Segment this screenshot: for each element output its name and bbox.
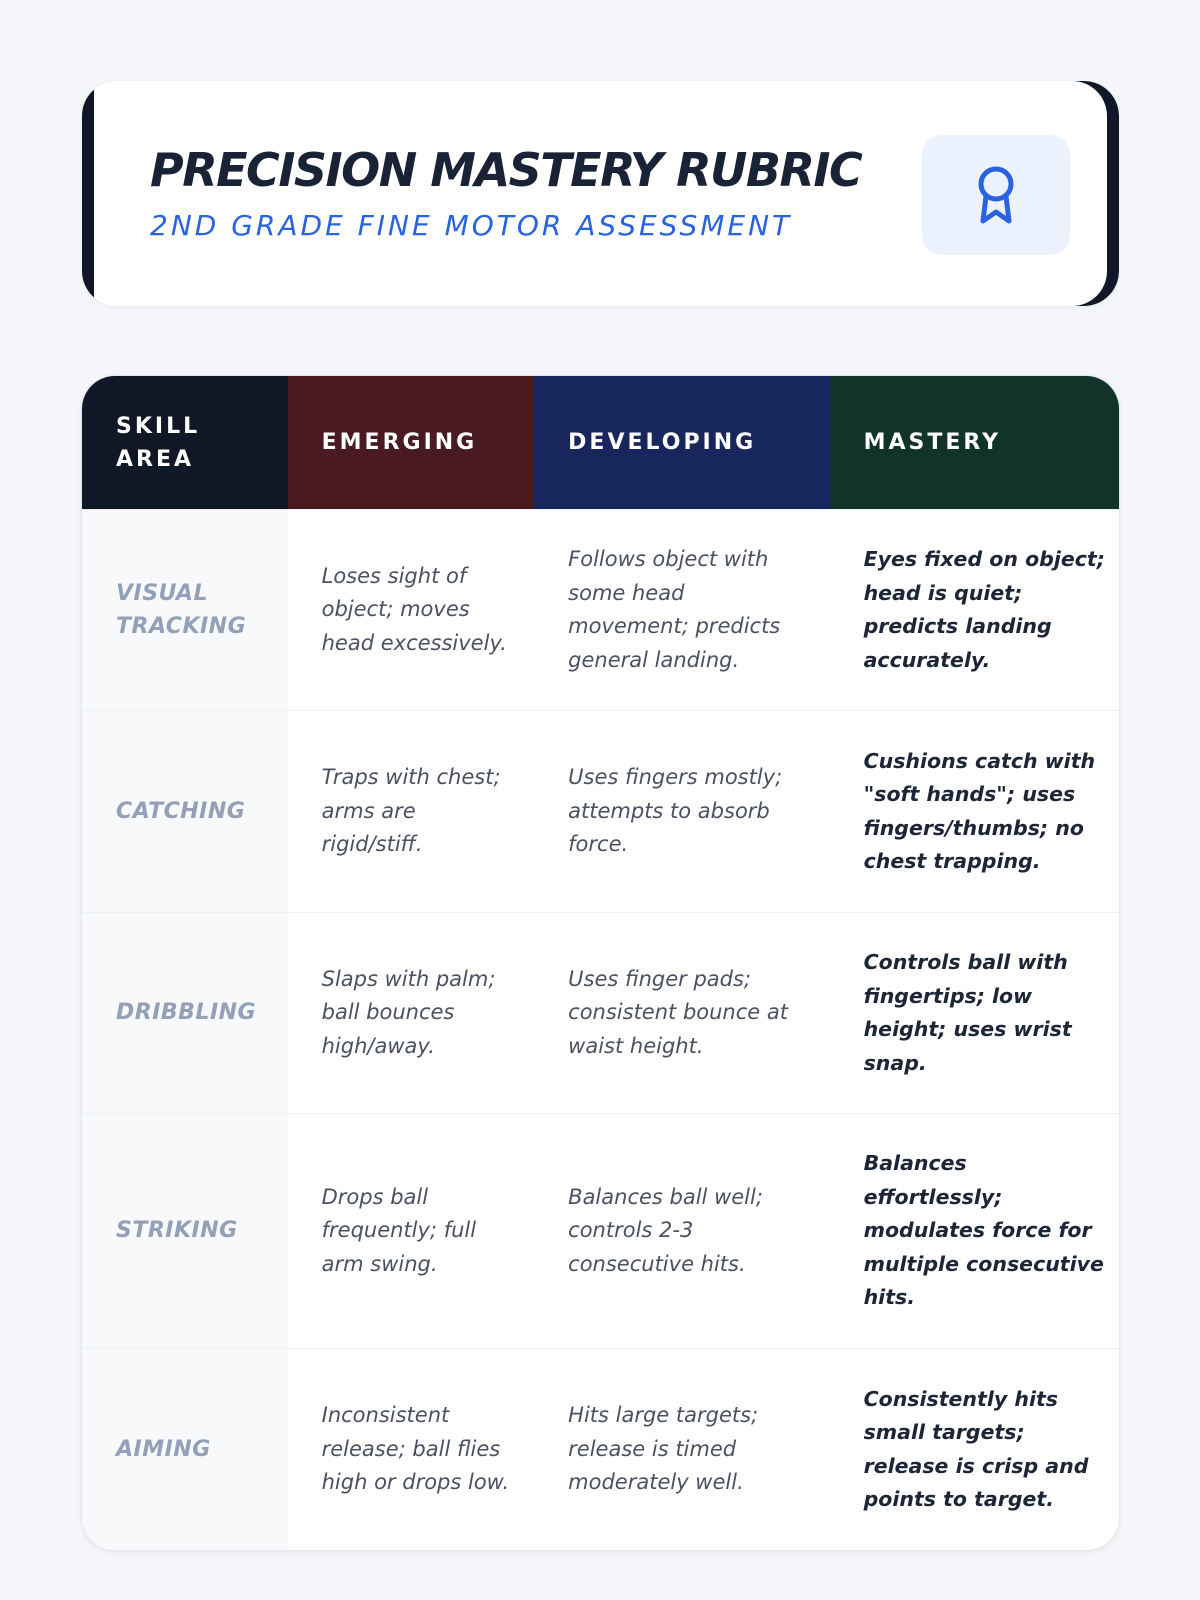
emerging-cell: Slaps with palm; ball bounces high/away. xyxy=(321,966,496,1058)
mastery-cell: Balances effortlessly; modulates force for multiple consecutive hits. xyxy=(863,1151,1104,1310)
table-row xyxy=(82,710,1119,912)
award-ribbon-icon xyxy=(972,163,1020,227)
table-row xyxy=(82,509,1119,710)
emerging-cell: Traps with chest; arms are rigid/stiff. xyxy=(321,765,501,857)
table-row xyxy=(82,1348,1119,1550)
skill-cell: STRIKING xyxy=(82,1114,288,1348)
skill-label: VISUAL TRACKING xyxy=(116,580,247,639)
skill-cell: DRIBBLING xyxy=(82,913,288,1113)
developing-cell: Uses fingers mostly; attempts to absorb force. xyxy=(568,765,783,857)
table-row xyxy=(82,912,1119,1113)
column-header-mastery: MASTERY xyxy=(830,376,1119,509)
developing-cell: Balances ball well; controls 2-3 consecutive hits. xyxy=(568,1184,763,1276)
table-header-row xyxy=(82,376,1119,509)
developing-cell: Uses finger pads; consistent bounce at waist height. xyxy=(568,966,788,1058)
column-header-skill-area xyxy=(82,376,288,509)
page-title: PRECISION MASTERY RUBRIC xyxy=(150,143,862,197)
badge-box xyxy=(922,135,1070,255)
skill-cell: CATCHING xyxy=(82,711,288,912)
header-card xyxy=(81,80,1120,307)
mastery-cell: Controls ball with fingertips; low height; uses wrist snap. xyxy=(863,950,1072,1075)
column-header-emerging: EMERGING xyxy=(288,376,535,509)
mastery-cell: Consistently hits small targets; release is crisp and points to target. xyxy=(863,1386,1089,1511)
skill-cell xyxy=(82,510,288,710)
mastery-cell: Cushions catch with "soft hands"; uses fingers/thumbs; no chest trapping. xyxy=(863,748,1096,873)
skill-cell: AIMING xyxy=(82,1349,288,1550)
column-header-label: SKILL AREA xyxy=(116,413,201,472)
emerging-cell: Loses sight of object; moves head excessively. xyxy=(321,563,507,655)
table-row xyxy=(82,1113,1119,1348)
column-header-developing: DEVELOPING xyxy=(534,376,829,509)
mastery-cell: Eyes fixed on object; head is quiet; predicts landing accurately. xyxy=(863,547,1105,672)
developing-cell: Follows object with some head movement; predicts general landing. xyxy=(568,547,781,672)
rubric-table xyxy=(81,375,1120,1551)
emerging-cell: Inconsistent release; ball flies high or drops low. xyxy=(321,1403,510,1495)
developing-cell: Hits large targets; release is timed moderately well. xyxy=(568,1403,759,1495)
page-subtitle: 2ND GRADE FINE MOTOR ASSESSMENT xyxy=(150,209,793,242)
emerging-cell: Drops ball frequently; full arm swing. xyxy=(321,1184,477,1276)
